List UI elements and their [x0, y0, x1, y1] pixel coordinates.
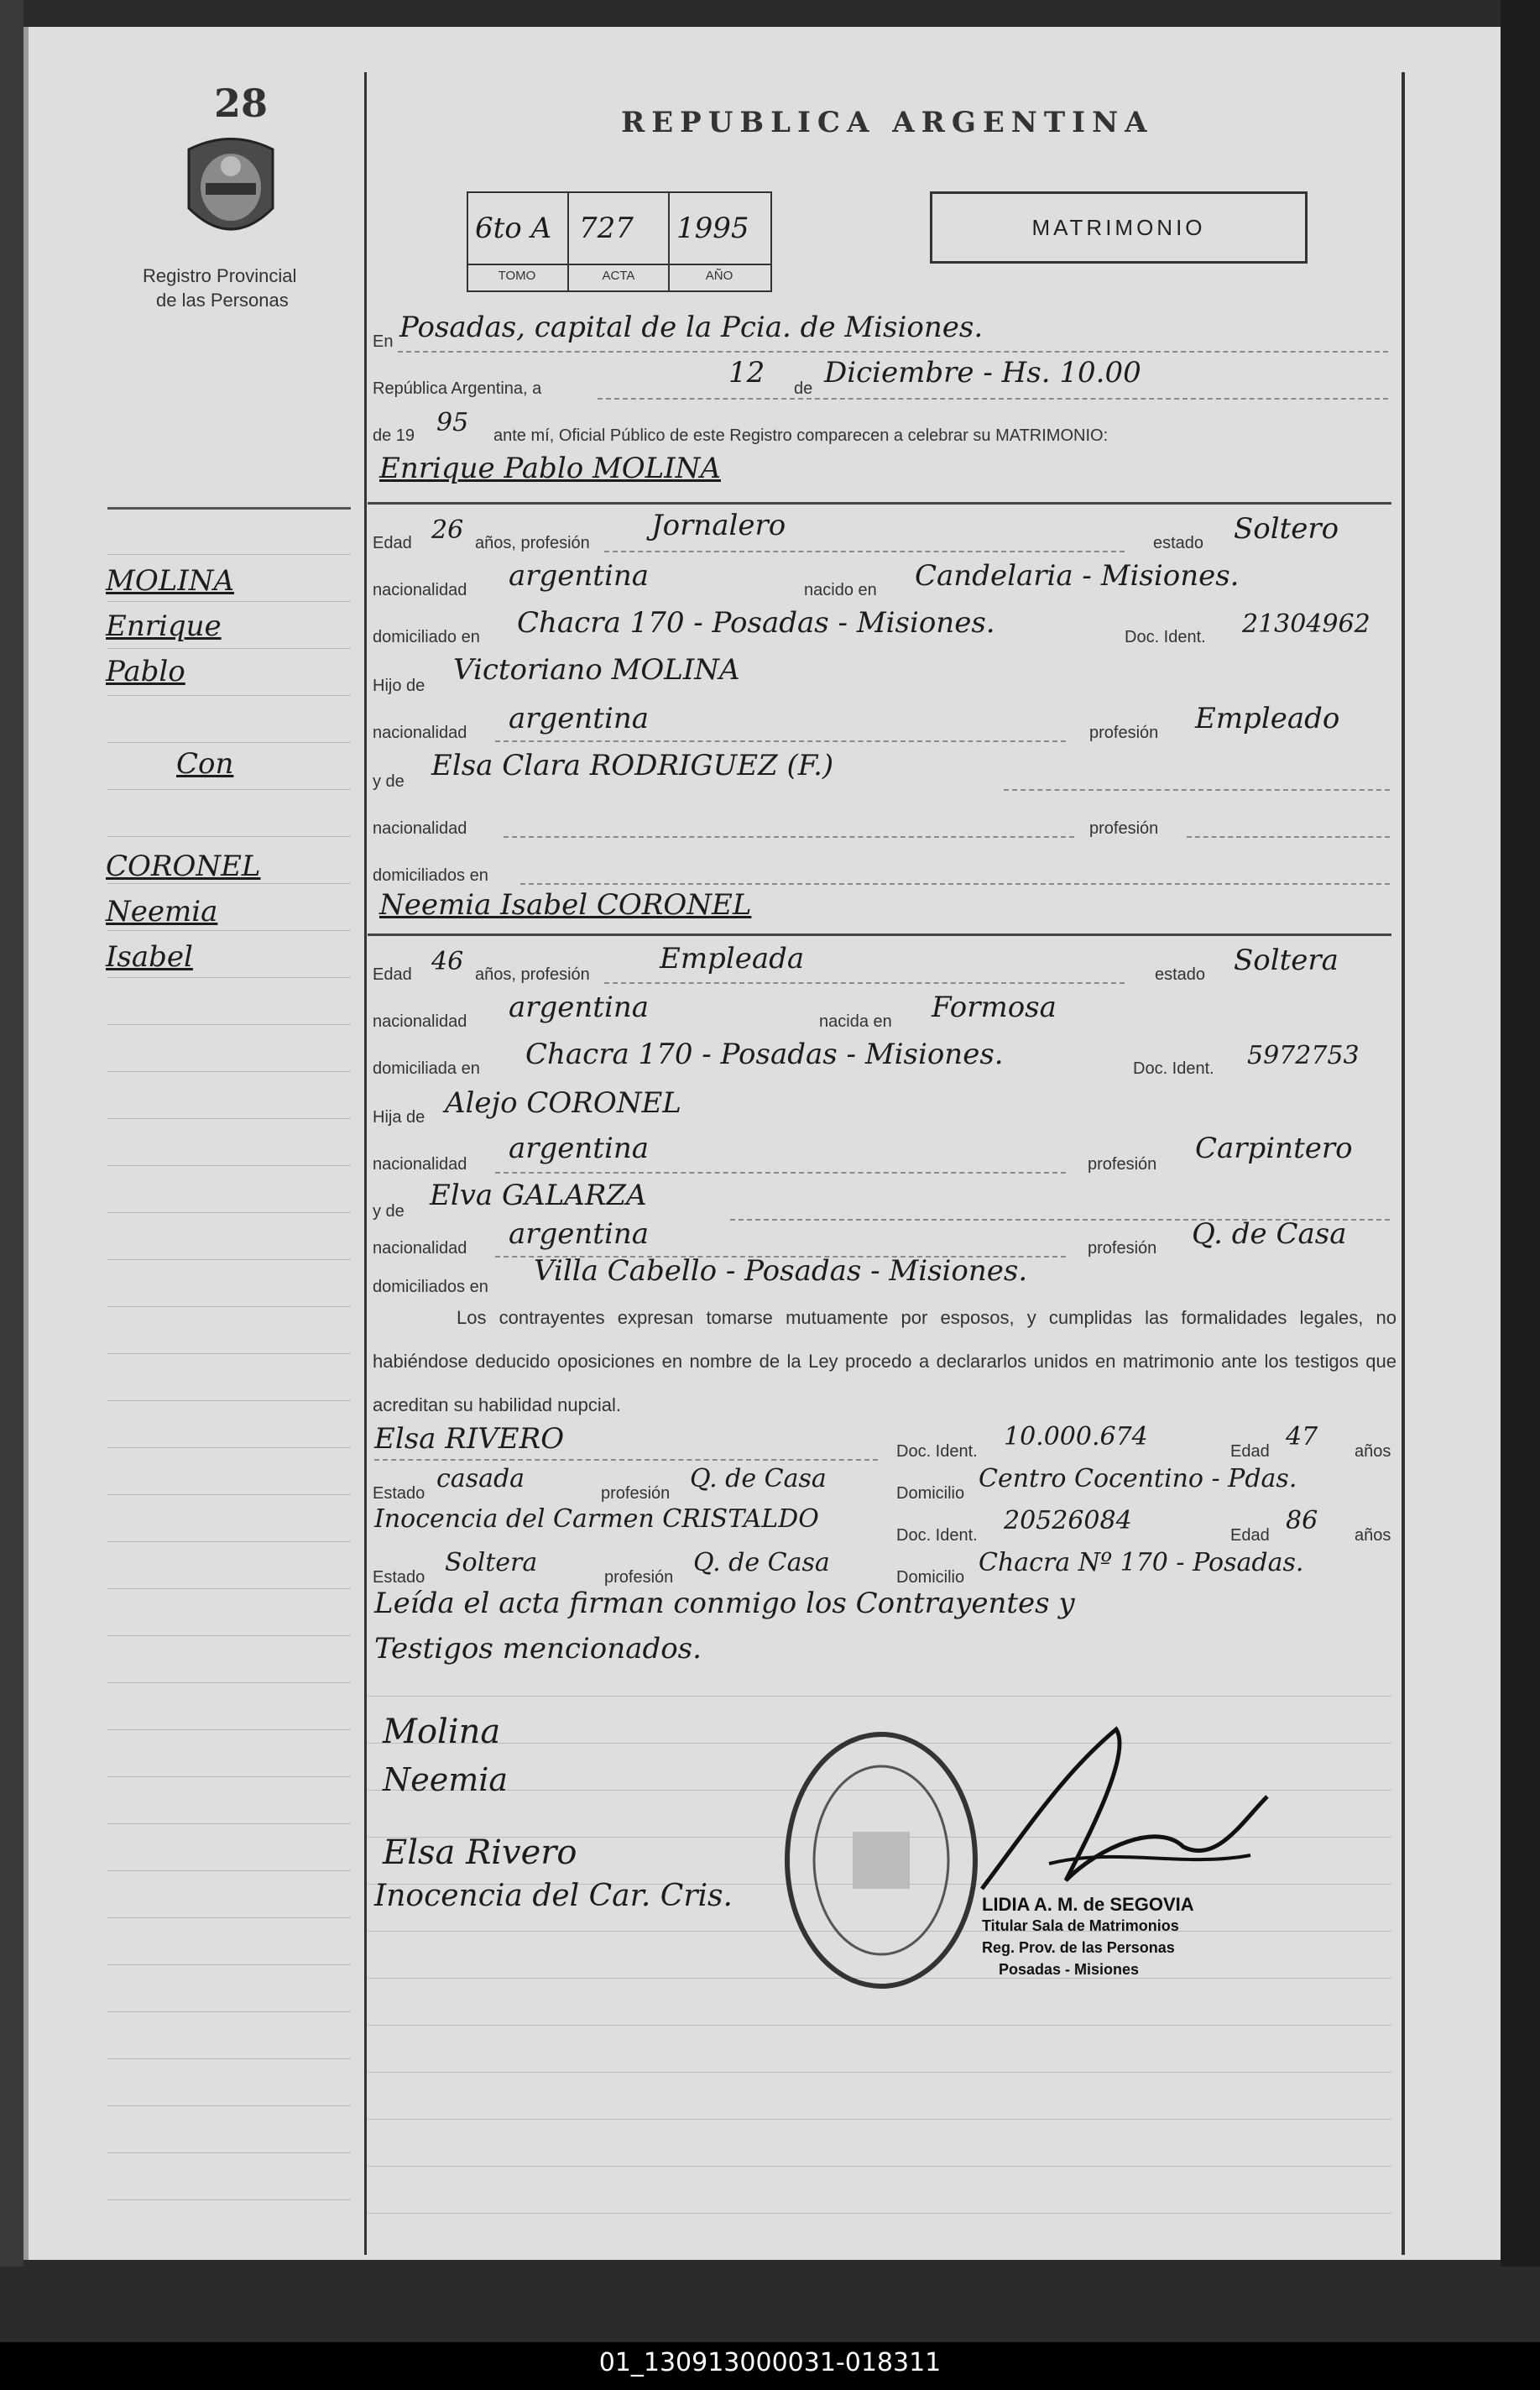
bride-father-prof-label: profesión	[1088, 1155, 1157, 1174]
margin-connector: Con	[176, 747, 234, 781]
groom-dom-label: domiciliado en	[373, 628, 480, 646]
place: Posadas, capital de la Pcia. de Misiones.	[399, 311, 984, 344]
republica-label: República Argentina, a	[373, 379, 542, 398]
year-suffix: 95	[436, 408, 469, 437]
margin-given-4: Isabel	[106, 940, 193, 974]
day: 12	[728, 356, 765, 390]
witness2-doc-label: Doc. Ident.	[896, 1526, 978, 1545]
scan-identifier: 01_130913000031-018311	[598, 2348, 942, 2377]
witness1-estado: casada	[436, 1464, 525, 1493]
bride-mother-prof: Q. de Casa	[1192, 1217, 1347, 1251]
bride-father-nac: argentina	[509, 1132, 650, 1165]
witness2-name: Inocencia del Carmen CRISTALDO	[374, 1504, 819, 1534]
official-name: LIDIA A. M. de SEGOVIA	[982, 1894, 1194, 1915]
bride-parents-dom-label: domiciliados en	[373, 1278, 488, 1296]
bride-yde-label: y de	[373, 1202, 405, 1221]
bride-mother: Elva GALARZA	[430, 1179, 647, 1212]
groom-father-nac: argentina	[509, 702, 650, 735]
registry-subtitle: de las Personas	[156, 290, 289, 311]
bride-estado: Soltera	[1234, 944, 1339, 977]
page-number: 28	[214, 81, 269, 126]
groom-mother: Elsa Clara RODRIGUEZ (F.)	[431, 749, 834, 782]
book-gutter	[0, 0, 23, 2267]
bride-father-nac-label: nacionalidad	[373, 1155, 467, 1174]
witness1-dom-label: Domicilio	[896, 1484, 965, 1503]
closing-line-2: Testigos mencionados.	[374, 1632, 702, 1666]
groom-profesion-label: años, profesión	[475, 534, 590, 552]
groom-father-nac-label: nacionalidad	[373, 724, 467, 742]
groom-domicilio: Chacra 170 - Posadas - Misiones.	[517, 606, 995, 640]
official-title-2: Reg. Prov. de las Personas	[982, 1939, 1175, 1956]
country-title: REPUBLICA ARGENTINA	[621, 106, 1154, 139]
witness1-name: Elsa RIVERO	[374, 1422, 565, 1456]
groom-hijo-label: Hijo de	[373, 677, 425, 695]
tomo-label: TOMO	[498, 269, 536, 283]
witness2-edad-label: Edad	[1230, 1526, 1270, 1545]
bride-mother-nac-label: nacionalidad	[373, 1239, 467, 1258]
witness1-doc-label: Doc. Ident.	[896, 1442, 978, 1461]
groom-mother-nac-label: nacionalidad	[373, 819, 467, 838]
en-label: En	[373, 332, 394, 351]
groom-nacionalidad: argentina	[509, 559, 650, 593]
bride-domicilio: Chacra 170 - Posadas - Misiones.	[525, 1038, 1004, 1071]
bride-profesion: Empleada	[660, 942, 805, 975]
witness2-profesion: Q. de Casa	[693, 1548, 830, 1577]
witness1-domicilio: Centro Cocentino - Pdas.	[979, 1464, 1297, 1493]
bride-name: Neemia Isabel CORONEL	[379, 888, 752, 922]
witness2-anos-label: años	[1355, 1526, 1391, 1545]
bride-nacida-label: nacida en	[819, 1012, 892, 1031]
witness2-domicilio: Chacra Nº 170 - Posadas.	[979, 1548, 1304, 1577]
groom-mother-prof-label: profesión	[1089, 819, 1159, 838]
groom-parents-dom-label: domiciliados en	[373, 866, 488, 885]
acta-value: 727	[579, 212, 634, 245]
bride-nacionalidad: argentina	[509, 991, 650, 1024]
year-prefix: de 19	[373, 426, 415, 445]
registry-name: Registro Provincial	[143, 265, 297, 286]
coat-of-arms-icon	[180, 133, 281, 248]
witness2-dom-label: Domicilio	[896, 1568, 965, 1587]
witness2-doc: 20526084	[1004, 1506, 1132, 1535]
signature-witness-2: Inocencia del Car. Cris.	[374, 1879, 733, 1913]
witness1-edad: 47	[1286, 1422, 1318, 1451]
bride-nacida: Formosa	[932, 991, 1057, 1024]
acta-label: ACTA	[602, 269, 635, 283]
witness1-estado-label: Estado	[373, 1484, 425, 1503]
bride-father: Alejo CORONEL	[445, 1086, 681, 1120]
bride-hija-label: Hija de	[373, 1108, 425, 1127]
groom-edad-label: Edad	[373, 534, 412, 552]
groom-father: Victoriano MOLINA	[453, 653, 740, 687]
bride-doc: 5972753	[1247, 1041, 1360, 1070]
margin-column-rule	[364, 72, 367, 2255]
bride-edad-label: Edad	[373, 965, 412, 984]
page-edge-shadow	[1501, 0, 1540, 2267]
bride-mother-nac: argentina	[509, 1217, 650, 1251]
groom-father-prof-label: profesión	[1089, 724, 1159, 742]
bride-mother-prof-label: profesión	[1088, 1239, 1157, 1258]
bride-dom-label: domiciliada en	[373, 1059, 480, 1078]
groom-name: Enrique Pablo MOLINA	[379, 452, 721, 485]
groom-profesion: Jornalero	[651, 509, 786, 542]
signature-bride: Neemia	[383, 1761, 509, 1798]
de-label: de	[794, 379, 813, 398]
bride-edad: 46	[431, 947, 464, 976]
witness1-profesion: Q. de Casa	[690, 1464, 827, 1493]
groom-estado: Soltero	[1234, 512, 1339, 546]
official-title-1: Titular Sala de Matrimonios	[982, 1917, 1179, 1934]
witness1-doc: 10.000.674	[1004, 1422, 1148, 1451]
witness2-edad: 86	[1286, 1506, 1318, 1535]
witness2-prof-label: profesión	[604, 1568, 674, 1587]
margin-surname-2: CORONEL	[106, 850, 261, 883]
signature-witness-1: Elsa Rivero	[383, 1833, 577, 1872]
groom-nac-label: nacionalidad	[373, 581, 467, 599]
bride-estado-label: estado	[1155, 965, 1206, 984]
witness2-estado-label: Estado	[373, 1568, 425, 1587]
witness1-prof-label: profesión	[601, 1484, 671, 1503]
declaration-text: Los contrayentes expresan tomarse mutuamente por esposos, y cumplidas las formalidades legales, no habiéndose deducido oposiciones en nombre de la Ley procedo a declararlos unidos en matrimonio ante los testigos que acreditan su habilidad nupcial.	[373, 1307, 1396, 1415]
tomo-value: 6to A	[475, 212, 552, 245]
month-time: Diciembre - Hs. 10.00	[824, 356, 1141, 390]
bride-father-prof: Carpintero	[1195, 1132, 1353, 1165]
bride-nac-label: nacionalidad	[373, 1012, 467, 1031]
ano-value: 1995	[676, 212, 749, 245]
official-title-3: Posadas - Misiones	[999, 1961, 1140, 1978]
official-signature	[965, 1721, 1284, 1922]
groom-yde-label: y de	[373, 772, 405, 791]
closing-line-1: Leída el acta firman conmigo los Contrayentes y	[374, 1587, 1075, 1620]
ante-text: ante mí, Oficial Público de este Registro comparecen a celebrar su MATRIMONIO:	[493, 426, 1109, 445]
act-type-box: MATRIMONIO	[930, 191, 1308, 264]
right-column-rule	[1402, 72, 1405, 2255]
groom-doc: 21304962	[1242, 609, 1370, 639]
bride-profesion-label: años, profesión	[475, 965, 590, 984]
signature-groom: Molina	[383, 1713, 501, 1751]
groom-father-prof: Empleado	[1195, 702, 1340, 735]
groom-nacido-label: nacido en	[804, 581, 877, 599]
witness1-edad-label: Edad	[1230, 1442, 1270, 1461]
witness2-estado: Soltera	[445, 1548, 538, 1577]
witness1-anos-label: años	[1355, 1442, 1391, 1461]
bride-doc-label: Doc. Ident.	[1133, 1059, 1214, 1078]
groom-nacido: Candelaria - Misiones.	[915, 559, 1240, 593]
groom-doc-label: Doc. Ident.	[1125, 628, 1206, 646]
margin-given-3: Neemia	[106, 895, 218, 928]
bride-parents-dom: Villa Cabello - Posadas - Misiones.	[534, 1254, 1028, 1288]
groom-edad: 26	[431, 515, 464, 545]
margin-given-1: Enrique	[106, 609, 222, 643]
margin-given-2: Pablo	[106, 655, 185, 688]
official-seal	[780, 1726, 982, 1995]
margin-surname: MOLINA	[106, 564, 234, 598]
ano-label: AÑO	[705, 269, 733, 283]
groom-estado-label: estado	[1153, 534, 1204, 552]
